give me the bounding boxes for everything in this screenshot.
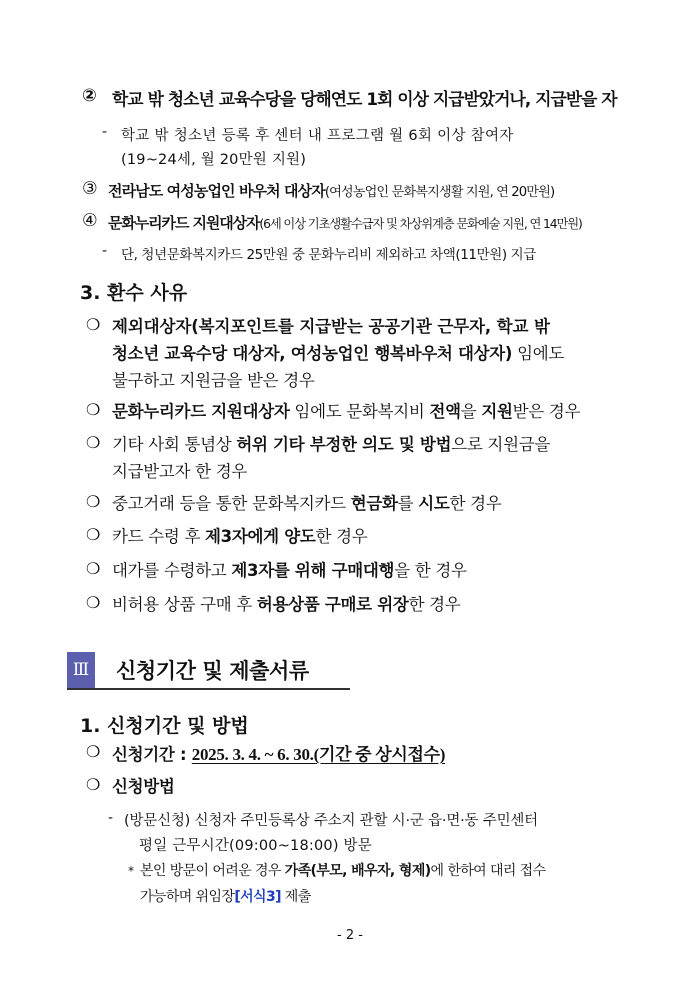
refund-reason-3-bold: 허위 기타 부정한 의도 및 방법: [236, 435, 452, 454]
refund-reason-2-bold: 문화누리카드 지원대상자: [112, 402, 290, 421]
proxy-note-line-2-pre: 가능하며 위임장: [140, 889, 235, 905]
refund-reason-3-rest: 으로 지원금을: [451, 435, 550, 454]
refund-reason-4-bold-2: 시도: [418, 494, 450, 513]
section-numeral-box: Ⅲ: [67, 652, 95, 688]
refund-reason-1-rest: 임에도: [512, 344, 565, 363]
proxy-note-line-1: [140, 860, 546, 880]
visit-application-line-2: 평일 근무시간(09:00~18:00) 방문: [139, 838, 372, 854]
item-2-text: 학교 밖 청소년 교육수당을 당해연도 1회 이상 지급받았거나, 지급받을 자: [112, 89, 617, 109]
item-4-bold: 문화누리카드 지원대상자: [108, 214, 260, 232]
item-2-number: ②: [82, 86, 97, 106]
refund-reason-7-bold: 허용상품 구매로 위장: [256, 595, 409, 614]
refund-reason-6-pre: 대가를 수령하고: [112, 561, 232, 580]
proxy-note-bold: 가족(부모, 배우자, 형제): [284, 863, 431, 879]
refund-reason-1-bold: 청소년 교육수당 대상자, 여성농업인 행복바우처 대상자): [112, 344, 513, 363]
refund-reason-4-pre: 중고거래 등을 통한 문화복지카드: [112, 494, 351, 513]
proxy-note-line-2: [140, 886, 311, 906]
dash-marker: -: [102, 124, 108, 140]
form-3-reference: [서식3]: [234, 889, 281, 905]
item-4-sub: 단, 청년문화복지카드 25만원 중 문화누리비 제외하고 차액(11만원) 지급: [121, 247, 536, 263]
refund-reason-1-line-2: [112, 340, 564, 364]
application-period-label: 신청기간 :: [112, 745, 192, 764]
proxy-note-rest: 에 한하여 대리 접수: [430, 863, 546, 879]
refund-reason-1-line-1: 제외대상자(복지포인트를 지급받는 공공기관 근무자, 학교 밖: [112, 317, 550, 336]
refund-reason-2-rest: 받은 경우: [512, 402, 581, 421]
item-3-bold: 전라남도 여성농업인 바우처 대상자: [108, 182, 325, 200]
item-4-line: [108, 212, 582, 233]
refund-reason-1-line-3: 불구하고 지원금을 받은 경우: [112, 371, 315, 390]
bullet-marker: ❍: [86, 742, 101, 761]
refund-reason-5-bold: 제3자에게 양도: [205, 527, 316, 546]
refund-reason-6-rest: 을 한 경우: [394, 561, 467, 580]
bullet-marker: ❍: [86, 315, 101, 334]
refund-reason-2: [112, 398, 580, 422]
bullet-marker: ❍: [86, 525, 101, 544]
refund-reason-4-bold: 현금화: [350, 494, 398, 513]
refund-reason-3-line-1: [112, 431, 550, 455]
item-4-rest: (6세 이상 기초생활수급자 및 차상위계층 문화예술 지원, 연 14만원): [259, 217, 582, 231]
refund-reason-7: [112, 591, 460, 615]
refund-reason-6-bold: 제3자를 위해 구매대행: [231, 561, 395, 580]
item-4-number: ④: [82, 211, 98, 231]
subsection-1-title: 1. 신청기간 및 방법: [80, 715, 249, 737]
refund-reason-2-mid: 임에도 문화복지비: [289, 402, 430, 421]
section-3-title: 3. 환수 사유: [80, 282, 188, 304]
refund-reason-2-mid-2: 을: [460, 402, 482, 421]
note-asterisk: *: [128, 864, 134, 878]
dash-marker: -: [102, 243, 108, 259]
page-number: - 2 -: [337, 928, 363, 943]
refund-reason-5: [112, 523, 367, 547]
refund-reason-5-pre: 카드 수령 후: [112, 527, 206, 546]
refund-reason-5-rest: 한 경우: [315, 527, 368, 546]
refund-reason-3-pre: 기타 사회 통념상: [112, 435, 237, 454]
visit-application-line-1: (방문신청) 신청자 주민등록상 주소지 관할 시·군 읍·면·동 주민센터: [124, 813, 538, 829]
refund-reason-7-rest: 한 경우: [408, 595, 461, 614]
bullet-marker: ❍: [86, 559, 101, 578]
bullet-marker: ❍: [86, 400, 101, 419]
bullet-marker: ❍: [86, 492, 101, 511]
refund-reason-4-rest: 한 경우: [449, 494, 502, 513]
refund-reason-4-mid: 를: [397, 494, 419, 513]
application-period-value: 2025. 3. 4. ~ 6. 30.(기간 중 상시접수): [191, 745, 446, 764]
bullet-marker: ❍: [86, 775, 101, 794]
application-method-label: 신청방법: [112, 777, 175, 796]
refund-reason-6: [112, 557, 467, 581]
bullet-marker: ❍: [86, 593, 101, 612]
item-3-line: [108, 180, 554, 201]
item-2-sub-line-2: (19~24세, 월 20만원 지원): [121, 152, 307, 168]
item-3-rest: (여성농업인 문화복지생활 지원, 연 20만원): [324, 185, 555, 200]
item-2-sub-line-1: 학교 밖 청소년 등록 후 센터 내 프로그램 월 6회 이상 참여자: [121, 128, 514, 144]
refund-reason-4: [112, 490, 501, 514]
item-3-number: ③: [82, 179, 98, 199]
bullet-marker: ❍: [86, 433, 101, 452]
refund-reason-3-line-2: 지급받고자 한 경우: [112, 462, 248, 481]
refund-reason-2-bold-3: 지원: [481, 402, 513, 421]
section-iii-title: 신청기간 및 제출서류: [116, 659, 309, 683]
proxy-note-pre: 본인 방문이 어려운 경우: [140, 863, 285, 879]
dash-marker: -: [108, 810, 114, 826]
section-underline: [67, 688, 350, 690]
refund-reason-7-pre: 비허용 상품 구매 후: [112, 595, 257, 614]
refund-reason-2-bold-2: 전액: [429, 402, 461, 421]
application-period: [112, 740, 445, 765]
proxy-note-line-2-rest: 제출: [280, 889, 311, 905]
